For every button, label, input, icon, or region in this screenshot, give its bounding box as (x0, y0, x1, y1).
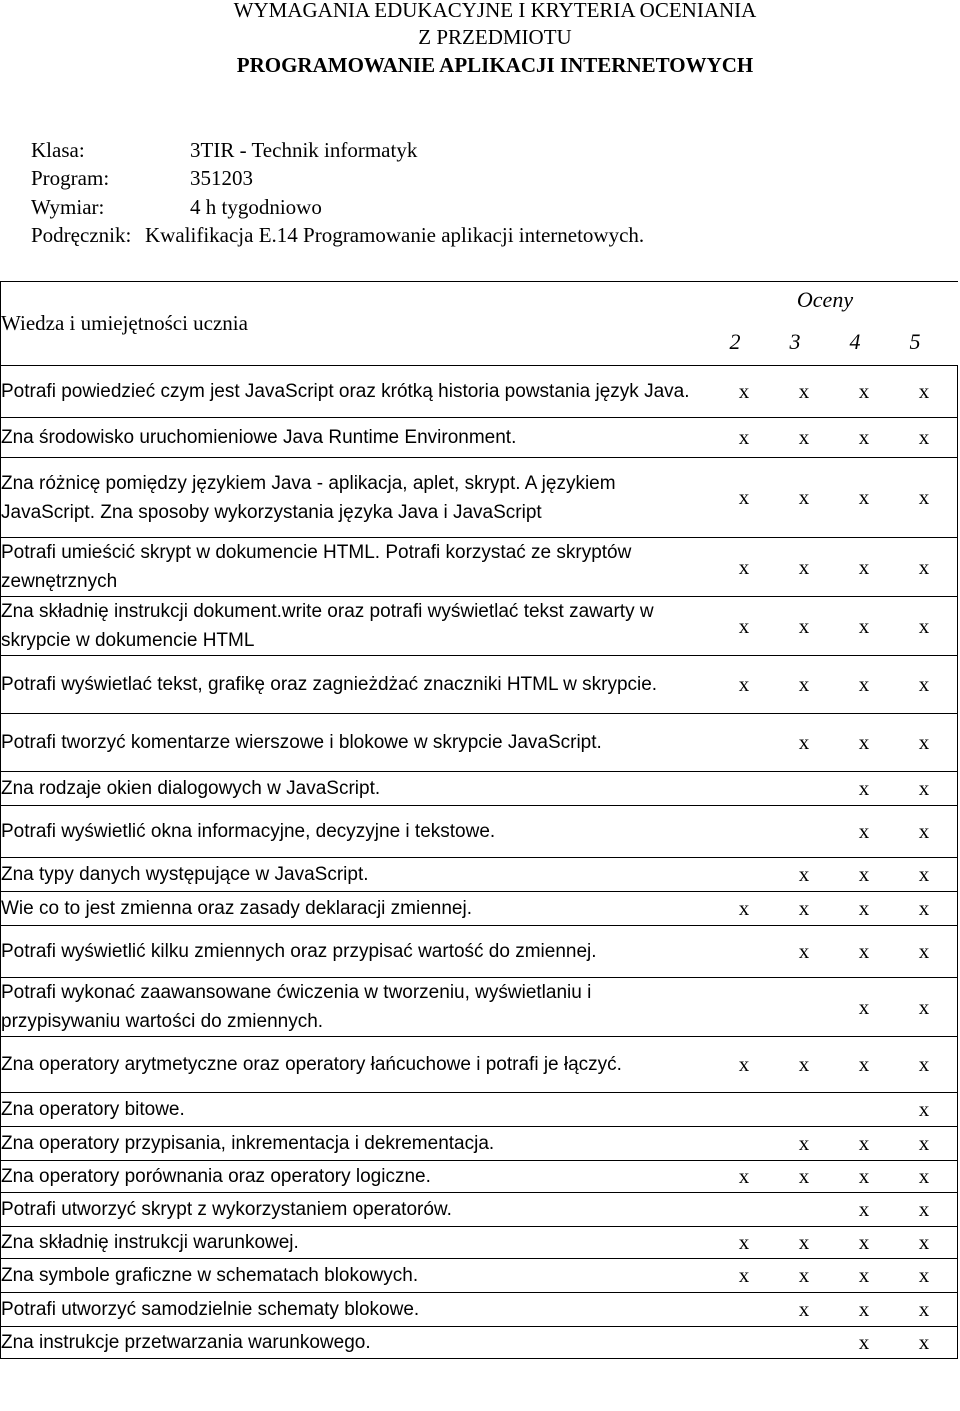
grade-mark-5: x (918, 613, 930, 638)
skill-cell (1, 418, 958, 458)
grade-marks (714, 1259, 954, 1292)
grade-mark-4: x (858, 1330, 870, 1354)
grade-level-3: 3 (789, 329, 801, 354)
grade-mark-3: x (798, 425, 810, 449)
skill-cell (1, 458, 958, 538)
requirements-table (0, 281, 958, 1359)
grade-marks (714, 1293, 954, 1326)
table-row (1, 366, 958, 418)
grade-marks (714, 714, 954, 771)
grade-level-2: 2 (729, 329, 741, 354)
document-title-line-3: PROGRAMOWANIE APLIKACJI INTERNETOWYCH (236, 53, 754, 77)
table-row (1, 714, 958, 772)
grade-marks (714, 458, 954, 537)
grade-marks (714, 1127, 954, 1160)
grade-mark-3: x (798, 939, 810, 963)
grade-marks (714, 366, 954, 417)
grade-mark-4: x (858, 613, 870, 638)
grade-mark-2: x (738, 1164, 750, 1188)
grade-mark-2: x (738, 1263, 750, 1287)
skill-text: Potrafi wyświetlić kilku zmiennych oraz przypisać wartość do zmiennej. (1, 941, 597, 962)
grade-marks (714, 1037, 954, 1092)
table-header-row (1, 282, 958, 366)
grade-mark-4: x (858, 379, 870, 403)
grade-mark-5: x (918, 776, 930, 800)
requirements-table-body (1, 282, 958, 1359)
grade-mark-2: x (738, 379, 750, 403)
grade-mark-2: x (738, 896, 750, 920)
grade-mark-5: x (918, 379, 930, 403)
grade-mark-2: x (738, 613, 750, 638)
grade-marks (714, 1327, 954, 1358)
grade-marks (714, 1227, 954, 1258)
grade-levels (705, 327, 945, 356)
grade-mark-4: x (858, 896, 870, 920)
grade-mark-4: x (858, 1197, 870, 1221)
skill-cell (1, 538, 958, 597)
meta-label-textbook: Podręcznik: (31, 223, 132, 247)
skill-text: Potrafi utworzyć samodzielnie schematy blokowe. (1, 1299, 420, 1320)
grade-mark-3: x (798, 1131, 810, 1155)
grade-mark-5: x (918, 1230, 930, 1254)
skill-cell (1, 1327, 958, 1359)
grade-marks (714, 806, 954, 857)
grade-marks (714, 1193, 954, 1226)
table-row (1, 772, 958, 806)
grade-marks (714, 772, 954, 805)
table-row (1, 978, 958, 1037)
skill-text: Zna operatory porównania oraz operatory logiczne. (1, 1166, 431, 1187)
table-row (1, 926, 958, 978)
grade-mark-5: x (918, 1263, 930, 1287)
meta-value-hours: 4 h tygodniowo (190, 195, 322, 219)
grade-mark-2: x (738, 485, 750, 509)
grades-header (705, 279, 945, 356)
grade-marks (714, 1161, 954, 1192)
skill-text: Zna różnicę pomiędzy językiem Java - aplikacja, aplet, skrypt. A językiem JavaScript. Zna sposoby wykorzystania języka Java i JavaScript (1, 472, 616, 523)
grade-mark-3: x (798, 1230, 810, 1254)
skills-header-cell (1, 282, 958, 366)
grade-mark-4: x (858, 1052, 870, 1076)
skill-text: Zna rodzaje okien dialogowych w JavaScript. (1, 778, 381, 799)
table-row (1, 1327, 958, 1359)
grade-mark-4: x (858, 554, 870, 579)
grade-mark-4: x (858, 819, 870, 843)
grade-mark-5: x (918, 730, 930, 754)
grade-mark-4: x (858, 1164, 870, 1188)
grade-mark-5: x (918, 819, 930, 843)
grade-mark-3: x (798, 485, 810, 509)
skill-cell (1, 1093, 958, 1127)
grade-marks (714, 1093, 954, 1126)
table-row (1, 538, 958, 597)
table-row (1, 1161, 958, 1193)
grade-mark-3: x (798, 613, 810, 638)
grade-mark-3: x (798, 1297, 810, 1321)
grade-mark-3: x (798, 862, 810, 886)
grade-mark-4: x (858, 939, 870, 963)
table-row (1, 1037, 958, 1093)
skill-text: Zna instrukcje przetwarzania warunkowego. (1, 1332, 371, 1353)
skill-cell (1, 892, 958, 926)
meta-label-program: Program: (31, 166, 110, 190)
table-row (1, 858, 958, 892)
grade-mark-4: x (858, 862, 870, 886)
skill-cell (1, 366, 958, 418)
skill-text: Potrafi powiedzieć czym jest JavaScript oraz krótką historia powstania język Java. (1, 381, 690, 402)
skill-cell (1, 656, 958, 714)
grade-mark-5: x (918, 554, 930, 579)
grade-marks (714, 656, 954, 713)
table-row (1, 806, 958, 858)
skill-cell (1, 1161, 958, 1193)
grade-mark-5: x (918, 1131, 930, 1155)
skill-cell (1, 714, 958, 772)
grade-mark-4: x (858, 425, 870, 449)
grade-mark-5: x (918, 994, 930, 1019)
grade-marks (714, 538, 954, 596)
table-row (1, 656, 958, 714)
grade-mark-3: x (798, 554, 810, 579)
skill-cell (1, 1293, 958, 1327)
skill-text: Zna symbole graficzne w schematach blokowych. (1, 1265, 419, 1286)
grade-mark-2: x (738, 672, 750, 696)
grade-marks (714, 892, 954, 925)
grade-mark-4: x (858, 994, 870, 1019)
table-row (1, 1127, 958, 1161)
document-title-line-1: WYMAGANIA EDUKACYJNE I KRYTERIA OCENIANIA (233, 0, 757, 22)
table-row (1, 418, 958, 458)
meta-value-program: 351203 (190, 166, 253, 190)
meta-value-textbook: Kwalifikacja E.14 Programowanie aplikacji internetowych. (145, 223, 645, 247)
table-row (1, 597, 958, 656)
grade-mark-5: x (918, 485, 930, 509)
grades-header-label: Oceny (796, 287, 854, 312)
grade-mark-5: x (918, 862, 930, 886)
skill-cell (1, 1227, 958, 1259)
table-row (1, 1293, 958, 1327)
grade-mark-4: x (858, 1297, 870, 1321)
grade-level-4: 4 (849, 329, 861, 354)
skill-text: Zna środowisko uruchomieniowe Java Runtime Environment. (1, 427, 517, 448)
grade-mark-5: x (918, 1097, 930, 1121)
grade-mark-5: x (918, 1197, 930, 1221)
grade-mark-4: x (858, 1230, 870, 1254)
skill-cell (1, 858, 958, 892)
grade-mark-2: x (738, 554, 750, 579)
grade-mark-5: x (918, 939, 930, 963)
grade-mark-2: x (738, 1230, 750, 1254)
table-row (1, 458, 958, 538)
grade-mark-4: x (858, 1131, 870, 1155)
grade-mark-4: x (858, 672, 870, 696)
skill-text: Zna operatory przypisania, inkrementacja i dekrementacja. (1, 1133, 495, 1154)
skill-text: Potrafi wykonać zaawansowane ćwiczenia w tworzeniu, wyświetlaniu i przypisywaniu wartości do zmiennych. (1, 982, 592, 1032)
skill-text: Potrafi umieścić skrypt w dokumencie HTML. Potrafi korzystać ze skryptów zewnętrznych (1, 542, 632, 592)
grade-level-5: 5 (909, 329, 921, 354)
grade-marks (714, 858, 954, 891)
grade-mark-3: x (798, 1052, 810, 1076)
grade-mark-3: x (798, 896, 810, 920)
grade-mark-3: x (798, 730, 810, 754)
grade-mark-2: x (738, 425, 750, 449)
skill-cell (1, 772, 958, 806)
skill-text: Zna operatory bitowe. (1, 1099, 185, 1120)
skills-header-label: Wiedza i umiejętności ucznia (1, 311, 248, 335)
skill-text: Potrafi tworzyć komentarze wierszowe i blokowe w skrypcie JavaScript. (1, 732, 602, 753)
grade-marks (714, 418, 954, 457)
grade-marks (714, 978, 954, 1036)
skill-cell (1, 1127, 958, 1161)
meta-value-class: 3TIR - Technik informatyk (190, 138, 418, 162)
skill-cell (1, 806, 958, 858)
table-row (1, 1227, 958, 1259)
skill-text: Zna typy danych występujące w JavaScript. (1, 864, 369, 885)
grade-mark-4: x (858, 1263, 870, 1287)
grade-mark-5: x (918, 425, 930, 449)
skill-cell (1, 926, 958, 978)
grade-mark-4: x (858, 485, 870, 509)
grade-mark-3: x (798, 1164, 810, 1188)
skill-cell (1, 1259, 958, 1293)
skill-text: Wie co to jest zmienna oraz zasady deklaracji zmiennej. (1, 898, 472, 919)
table-row (1, 1259, 958, 1293)
grade-mark-5: x (918, 1297, 930, 1321)
grade-mark-3: x (798, 672, 810, 696)
grade-mark-5: x (918, 1164, 930, 1188)
grade-mark-3: x (798, 1263, 810, 1287)
table-row (1, 892, 958, 926)
table-row (1, 1193, 958, 1227)
skill-text: Potrafi utworzyć skrypt z wykorzystaniem operatorów. (1, 1199, 452, 1220)
skill-cell (1, 1037, 958, 1093)
grade-mark-4: x (858, 730, 870, 754)
table-row (1, 1093, 958, 1127)
meta-label-class: Klasa: (31, 138, 85, 162)
skill-cell (1, 1193, 958, 1227)
skill-text: Zna składnię instrukcji warunkowej. (1, 1232, 299, 1253)
skill-cell (1, 978, 958, 1037)
grade-mark-3: x (798, 379, 810, 403)
grade-marks (714, 926, 954, 977)
grade-mark-2: x (738, 1052, 750, 1076)
skill-text: Zna składnię instrukcji dokument.write oraz potrafi wyświetlać tekst zawarty w skrypcie w dokumencie HTML (1, 601, 654, 651)
grade-mark-5: x (918, 1330, 930, 1354)
skill-cell (1, 597, 958, 656)
document-title-line-2: Z PRZEDMIOTU (418, 25, 572, 49)
grade-mark-5: x (918, 1052, 930, 1076)
skill-text: Potrafi wyświetlać tekst, grafikę oraz zagnieżdżać znaczniki HTML w skrypcie. (1, 674, 658, 695)
grade-mark-5: x (918, 896, 930, 920)
skill-text: Zna operatory arytmetyczne oraz operatory łańcuchowe i potrafi je łączyć. (1, 1054, 622, 1075)
skill-text: Potrafi wyświetlić okna informacyjne, decyzyjne i tekstowe. (1, 821, 496, 842)
grade-marks (714, 597, 954, 655)
skills-header-wrap (1, 287, 958, 354)
grade-mark-4: x (858, 776, 870, 800)
grade-mark-5: x (918, 672, 930, 696)
meta-label-hours: Wymiar: (31, 195, 105, 219)
